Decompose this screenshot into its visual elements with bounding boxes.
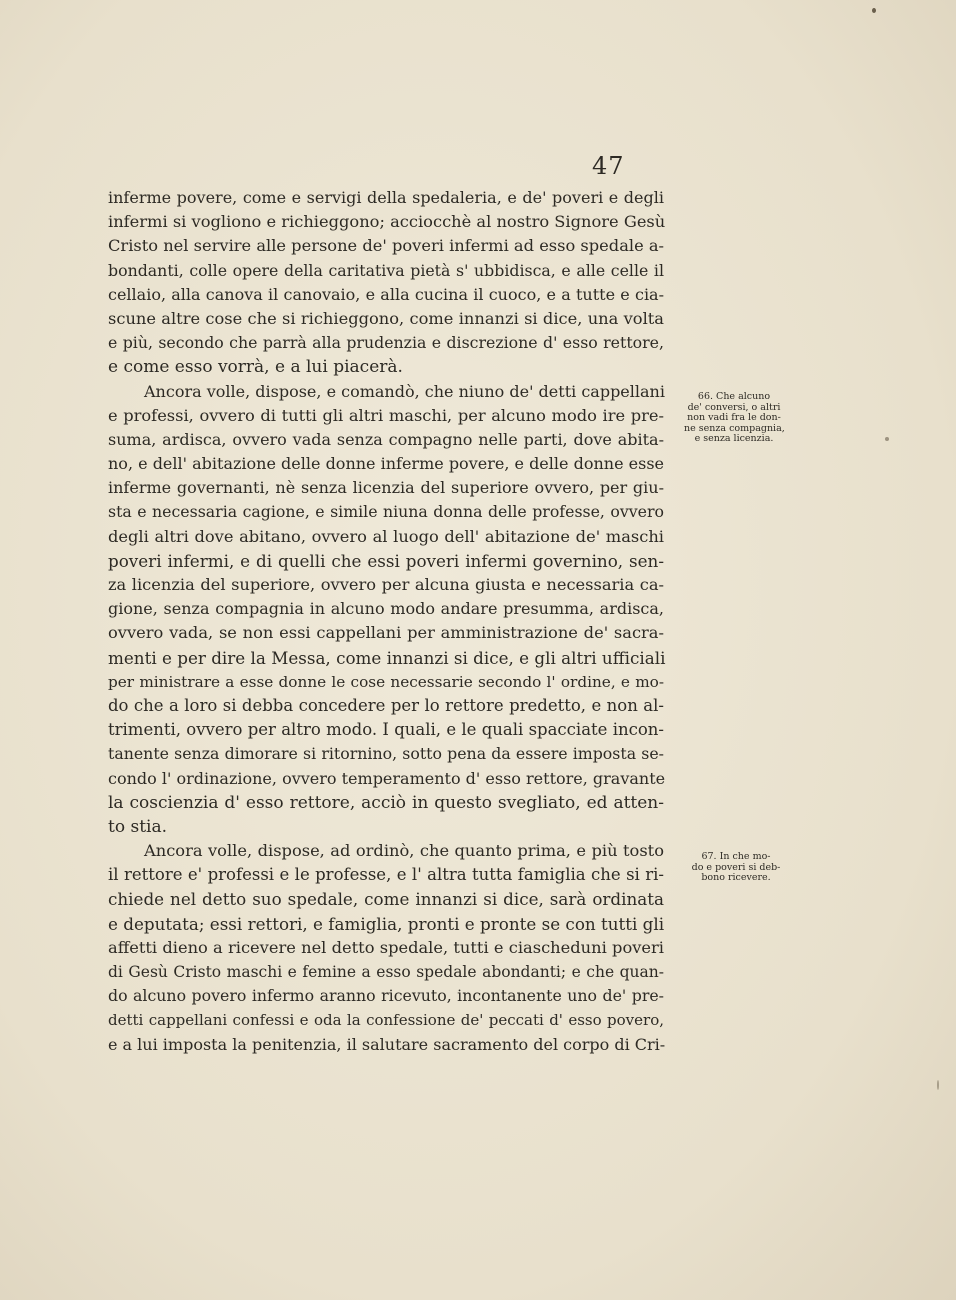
paper-speck [872, 8, 876, 13]
margin-note-67 [686, 852, 786, 884]
text-line: no, e dell' abitazione delle donne inferme povere, e delle donne esse [108, 454, 664, 474]
text-line: Cristo nel servire alle persone de' poveri infermi ad esso spedale a- [108, 236, 665, 256]
margin-note-line: do e poveri si deb- [691, 861, 781, 873]
text-line: e professi, ovvero di tutti gli altri maschi, per alcuno modo ire pre- [108, 405, 664, 425]
text-line: za licenzia del superiore, ovvero per alcuna giusta e necessaria ca- [108, 575, 664, 594]
text-line: sta e necessaria cagione, e simile niuna donna delle professe, ovvero [108, 502, 664, 522]
margin-note-line: ne senza compagnia, [684, 422, 785, 434]
margin-note-line: non vadi fra le don- [687, 412, 781, 423]
text-line: inferme governanti, nè senza licenzia del superiore ovvero, per giu- [108, 478, 664, 498]
text-line: tanente senza dimorare si ritornino, sotto pena da essere imposta se- [108, 744, 664, 764]
text-line: ovvero vada, se non essi cappellani per amministrazione de' sacra- [108, 623, 664, 643]
text-line: degli altri dove abitano, ovvero al luogo dell' abitazione de' maschi [108, 526, 664, 546]
text-line: e deputata; essi rettori, e famiglia, pronti e pronte se con tutti gli [108, 913, 665, 934]
text-line: bondanti, colle opere della caritativa pietà s' ubbidisca, e alle celle il [108, 260, 664, 280]
text-line: di Gesù Cristo maschi e femine a esso spedale abondanti; e che quan- [108, 963, 664, 981]
text-line: e a lui imposta la penitenzia, il salutare sacramento del corpo di Cri- [108, 1034, 666, 1054]
text-line: menti e per dire la Messa, come innanzi si dice, e gli altri ufficiali [108, 647, 666, 668]
text-line: affetti dieno a ricevere nel detto spedale, tutti e ciascheduni poveri [108, 937, 664, 957]
text-line: la coscienzia d' esso rettore, acciò in questo svegliato, ed atten- [108, 792, 664, 813]
margin-note-line: bono ricevere. [701, 872, 771, 883]
paper-speck [937, 1080, 939, 1090]
text-line: condo l' ordinazione, ovvero temperamento d' esso rettore, gravante [108, 768, 666, 788]
text-line: trimenti, ovvero per altro modo. I quali, e le quali spacciate incon- [108, 720, 664, 740]
text-line: e più, secondo che parrà alla prudenzia e discrezione d' esso rettore, [108, 333, 664, 353]
text-line: detti cappellani confessi e oda la confessione de' peccati d' esso povero, [108, 1011, 664, 1030]
margin-note-line: de' conversi, o altri [687, 401, 781, 413]
text-line: Ancora volle, dispose, ad ordinò, che quanto prima, e più tosto [144, 841, 664, 861]
text-line: do alcuno povero infermo aranno ricevuto, incontanente uno de' pre- [108, 986, 664, 1006]
text-line: do che a loro si debba concedere per lo rettore predetto, e non al- [108, 695, 664, 715]
text-line: suma, ardisca, ovvero vada senza compagno nelle parti, dove abita- [108, 429, 664, 449]
text-line: scune altre cose che si richieggono, come innanzi si dice, una volta [108, 308, 664, 328]
margin-note-line: 67. In che mo- [701, 851, 771, 862]
margin-note-line: 66. Che alcuno [697, 391, 771, 402]
text-line: e come esso vorrà, e a lui piacerà. [108, 357, 403, 378]
text-line: infermi si vogliono e richieggono; acciocchè al nostro Signore Gesù [108, 212, 666, 232]
text-line: Ancora volle, dispose, e comandò, che niuno de' detti cappellani [144, 381, 665, 401]
text-line: cellaio, alla canova il canovaio, e alla cucina il cuoco, e a tutte e cia- [108, 284, 664, 304]
text-line: per ministrare a esse donne le cose necessarie secondo l' ordine, e mo- [108, 672, 664, 691]
text-line: gione, senza compagnia in alcuno modo andare presumma, ardisca, [108, 599, 664, 619]
body-text [108, 186, 664, 1057]
text-line: il rettore e' professi e le professe, e l' altra tutta famiglia che si ri- [108, 865, 664, 885]
text-line: to stia. [108, 816, 168, 837]
margin-note-66 [684, 392, 784, 445]
text-line: poveri infermi, e di quelli che essi poveri infermi governino, sen- [108, 550, 664, 571]
text-line: chiede nel detto suo spedale, come innanzi si dice, sarà ordinata [108, 889, 664, 910]
margin-note-line: e senza licenzia. [694, 433, 774, 444]
text-line: inferme povere, come e servigi della spedaleria, e de' poveri e degli [108, 188, 664, 207]
page-number: 47 [592, 152, 625, 180]
paper-speck [885, 437, 889, 441]
